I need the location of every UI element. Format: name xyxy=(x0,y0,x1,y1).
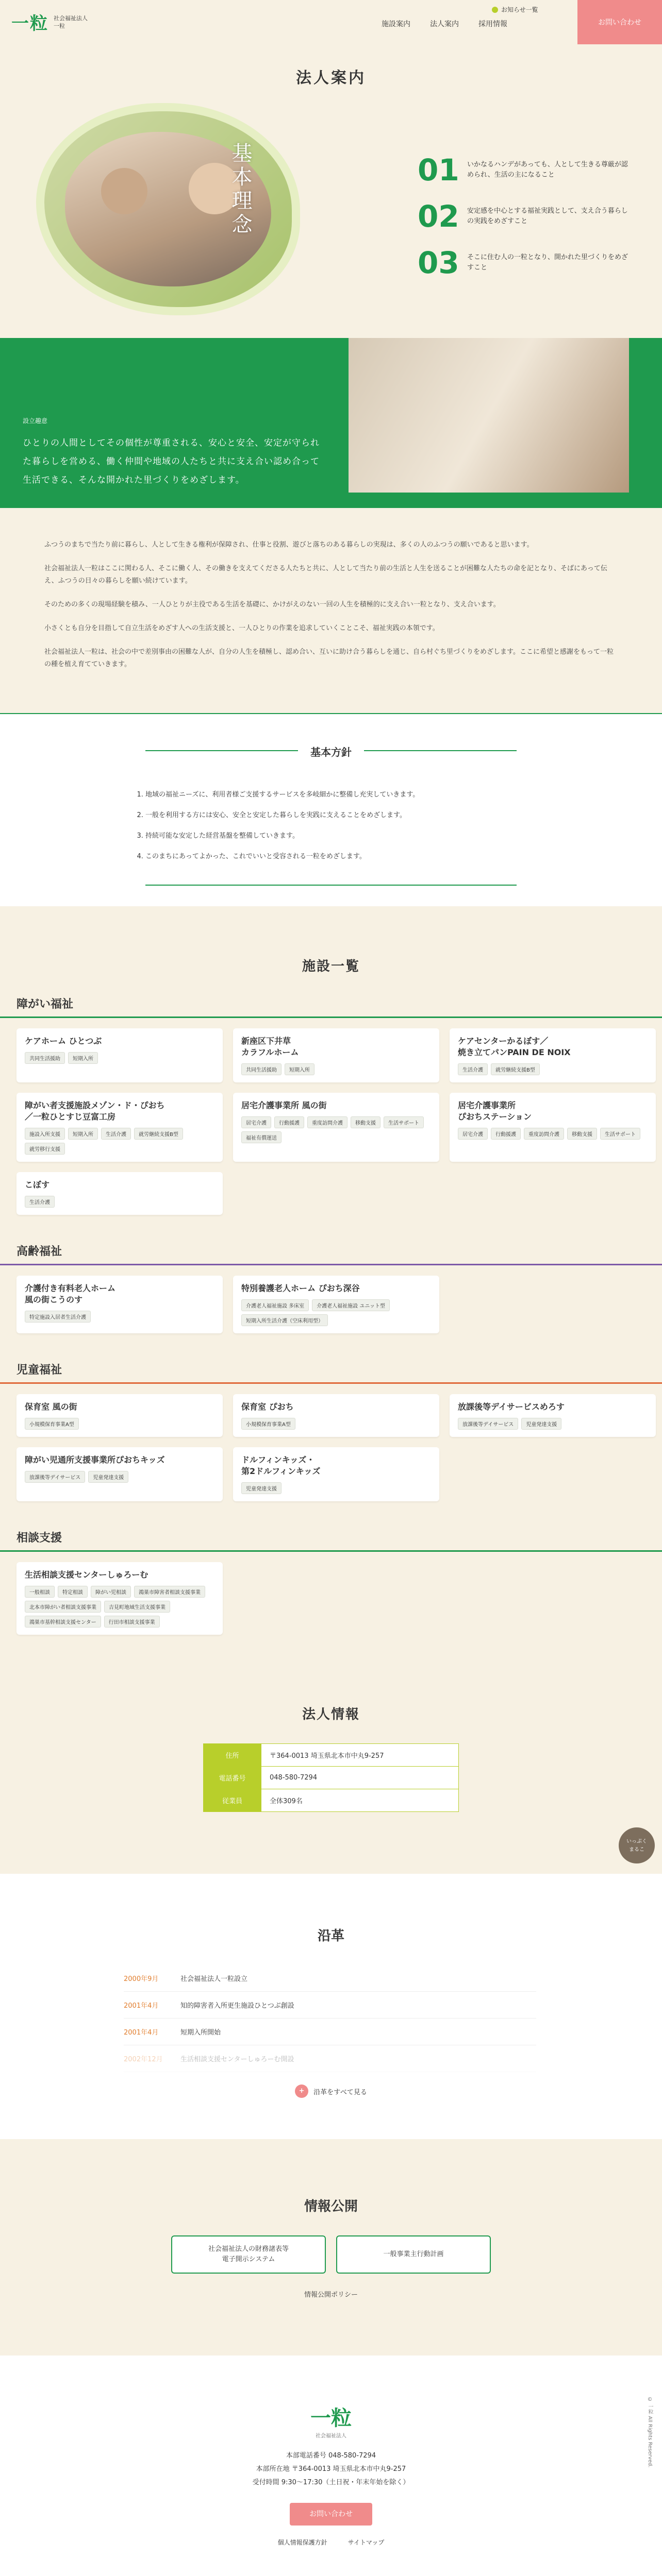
info-value: 048-580-7294 xyxy=(261,1767,459,1789)
disclosure-policy-link[interactable]: 情報公開ポリシー xyxy=(304,2291,358,2299)
service-tag: 短期入所 xyxy=(68,1052,98,1064)
principle-number: 01 xyxy=(418,152,459,188)
service-tag: 小規模保育事業A型 xyxy=(25,1418,79,1430)
footer-hours: 受付時間 9:30〜17:30（土日祝・年末年始を除く） xyxy=(252,2479,410,2486)
service-tag: 吉見町地域生活支援事業 xyxy=(104,1601,170,1613)
facility-card[interactable] xyxy=(16,1028,223,1082)
service-tag: 福祉有償運送 xyxy=(241,1131,282,1143)
disclosure-title: 情報公開 xyxy=(304,2199,358,2214)
history-more-label: 沿革をすべて見る xyxy=(313,2088,367,2096)
mission-label: 設立趣意 xyxy=(23,417,48,425)
copyright: © 一粒 All Rights Reserved. xyxy=(647,2397,653,2468)
about-paragraph: 社会福祉法人一粒は、社会の中で差別事由の困難な人が、自分の人生を積極し、認め合い、互いに助け合う暮らしを通じ、自ら村ぐち里づくりをめざします。ここに希望と感謝をもって一粒の種を植え育てていきます。 xyxy=(44,648,614,668)
facility-name: 新座区下井草 カラフルホーム xyxy=(241,1036,299,1057)
history-text: 社会福祉法人一粒設立 xyxy=(180,1975,248,1983)
facility-category xyxy=(0,1361,662,1514)
service-tag: 介護老人福祉施設 多床室 xyxy=(241,1299,309,1311)
service-tag: 生活サポート xyxy=(384,1116,424,1128)
about-paragraph: 社会福祉法人一粒はここに関わる人、そこに働く人、その働きを支えてくださる人たちと共に、人として当たり前の生活と人生を送ることが困難な人たちの命を記となり、そばにあって伝え、ふつうの日々の暮らしを願い続けています。 xyxy=(44,565,607,585)
service-tag: 就労移行支援 xyxy=(25,1143,65,1155)
service-tag: 行田市相談支援事業 xyxy=(104,1616,160,1628)
facility-name: ケアホーム ひとつぶ xyxy=(25,1036,102,1046)
facility-card[interactable] xyxy=(233,1276,439,1333)
page-title: 法人案内 xyxy=(296,69,366,87)
policy-divider xyxy=(0,713,662,714)
service-tag: 放課後等デイサービス xyxy=(458,1418,518,1430)
disclosure-buttons xyxy=(0,2235,662,2274)
policy-item: 2. 一般を利用する方には安心、安全と安定した暮らしを実践に支えることをめざします。 xyxy=(145,805,662,826)
nav-corporate[interactable]: 法人案内 xyxy=(430,20,459,28)
policy-item: 3. 持続可能な安定した経営基盤を整備していきます。 xyxy=(145,826,662,846)
facility-tags xyxy=(458,1063,648,1075)
facility-category xyxy=(0,995,662,1227)
plus-icon: + xyxy=(295,2084,308,2098)
policy-section xyxy=(0,713,662,906)
service-tag: 生活介護 xyxy=(101,1128,131,1140)
facility-card[interactable] xyxy=(16,1394,223,1437)
category-title: 高齢福祉 xyxy=(16,1245,62,1258)
facility-tags xyxy=(458,1418,648,1430)
facility-card[interactable] xyxy=(233,1447,439,1501)
history-text: 生活相談支援センターしゅろーむ開設 xyxy=(180,2056,294,2063)
footer-address: 本部所在地 〒364-0013 埼玉県北本市中丸9-257 xyxy=(256,2465,406,2473)
service-tag: 生活介護 xyxy=(25,1196,55,1208)
principle-text: 安定感を中心とする福祉実践として、支え合う暮らしの実践をめざすこと xyxy=(467,207,628,225)
facility-tags xyxy=(25,1128,214,1155)
service-tag: 共同生活援助 xyxy=(25,1052,65,1064)
hero-vertical-title: 基本理念 xyxy=(228,142,252,237)
principle-item xyxy=(418,199,634,234)
facility-name: 放課後等デイサービスめろす xyxy=(458,1402,565,1412)
facility-name: 特別養護老人ホーム ぴおち深谷 xyxy=(241,1283,360,1293)
news-label: お知らせ一覧 xyxy=(501,6,538,13)
history-date: 2000年9月 xyxy=(124,1975,159,1983)
history-section xyxy=(0,1839,662,2139)
hero xyxy=(0,101,662,338)
history-row xyxy=(124,2019,536,2045)
mission-section xyxy=(0,338,662,508)
nav-recruit[interactable]: 採用情報 xyxy=(478,20,507,28)
category-rule xyxy=(0,1264,662,1265)
facility-name: 居宅介護事業所 風の街 xyxy=(241,1100,327,1110)
category-rule xyxy=(0,1016,662,1018)
history-title: 沿革 xyxy=(317,1928,344,1944)
about-paragraph: そのための多くの現場経験を積み、一人ひとりが主役である生活を基礎に、かけがえのない一回の人生を積極的に支え合い一粒となり、支え合います。 xyxy=(44,601,500,608)
info-value: 〒364-0013 埼玉県北本市中丸9-257 xyxy=(261,1744,459,1767)
mascot-icon[interactable]: いっぷく まるこ xyxy=(619,1827,655,1863)
history-row xyxy=(124,1965,536,1992)
service-tag: 短期入所生活介護（空床利用型） xyxy=(241,1314,328,1326)
facility-card[interactable] xyxy=(16,1172,223,1215)
sitemap-link[interactable]: サイトマップ xyxy=(347,2539,385,2546)
facility-grid xyxy=(0,1028,662,1227)
footer-logo[interactable]: 一粒 xyxy=(310,2406,352,2430)
facility-name: こぼす xyxy=(25,1180,50,1190)
history-row xyxy=(124,1992,536,2019)
mission-photo xyxy=(349,338,629,493)
facility-card[interactable] xyxy=(450,1028,656,1082)
facility-tags xyxy=(241,1299,431,1326)
policy-title-text: 基本方針 xyxy=(298,746,364,758)
facility-category xyxy=(0,1529,662,1647)
info-key: 従業員 xyxy=(204,1789,261,1812)
facility-card[interactable] xyxy=(450,1394,656,1437)
service-tag: 重度訪問介護 xyxy=(524,1128,564,1140)
history-more-button[interactable] xyxy=(0,2084,662,2098)
facility-name: 障がい者支援施設メゾン・ド・ぴおち ／一粒ひとすじ豆富工房 xyxy=(25,1100,165,1122)
history-text: 知的障害者入所更生施設ひとつぶ創設 xyxy=(180,2002,294,2010)
service-tag: 就労継続支援B型 xyxy=(491,1063,540,1075)
service-tag: 障がい児相談 xyxy=(91,1586,131,1598)
hero-person-1 xyxy=(101,168,147,214)
service-tag: 居宅介護 xyxy=(241,1116,271,1128)
principle-text: そこに住む人の一粒となり、開かれた里づくりをめざすこと xyxy=(467,253,628,272)
principles-list xyxy=(418,152,634,292)
action-plan-button[interactable]: 一般事業主行動計画 xyxy=(336,2235,491,2274)
logo-sub: 社会福祉法人 一粒 xyxy=(54,14,88,29)
footer-contact-button[interactable]: お問い合わせ xyxy=(290,2503,372,2526)
facility-name: 障がい児通所支援事業所ぴおちキッズ xyxy=(25,1455,165,1465)
principle-number: 03 xyxy=(418,245,459,280)
facility-name: 居宅介護事業所 ぴおちステーション xyxy=(458,1100,532,1122)
facility-category xyxy=(0,1243,662,1346)
service-tag: 行動援護 xyxy=(274,1116,304,1128)
policy-bottom-rule xyxy=(145,885,517,886)
logo[interactable] xyxy=(11,9,88,35)
about-text xyxy=(0,508,662,713)
info-key: 住所 xyxy=(204,1744,261,1767)
footer-links xyxy=(0,2538,662,2547)
service-tag: 小規模保育事業A型 xyxy=(241,1418,295,1430)
service-tag: 児童発達支援 xyxy=(88,1471,128,1483)
category-title: 児童福祉 xyxy=(16,1364,62,1377)
facility-grid xyxy=(0,1394,662,1514)
policy-list xyxy=(145,785,662,867)
facility-tags xyxy=(25,1471,214,1483)
history-date: 2002年12月 xyxy=(124,2056,163,2063)
service-tag: 鴻巣市基幹相談支援センター xyxy=(25,1616,101,1628)
facility-card[interactable] xyxy=(233,1093,439,1162)
facility-card[interactable] xyxy=(450,1093,656,1162)
contact-button[interactable]: お問い合わせ xyxy=(577,0,662,44)
facility-card[interactable] xyxy=(233,1028,439,1082)
site-footer xyxy=(0,2355,662,2576)
footer-logo-sub: 社会福祉法人 xyxy=(316,2433,346,2439)
privacy-policy-link[interactable]: 個人情報保護方針 xyxy=(277,2539,327,2546)
policy-title xyxy=(0,744,662,759)
table-row xyxy=(204,1789,459,1812)
facility-name: ドルフィンキッズ・ 第2ドルフィンキッズ xyxy=(241,1455,321,1476)
service-tag: 介護老人福祉施設 ユニット型 xyxy=(312,1299,390,1311)
principle-item xyxy=(418,245,634,280)
info-key: 電話番号 xyxy=(204,1767,261,1789)
facility-tags xyxy=(25,1052,214,1064)
policy-item: 1. 地域の福祉ニーズに、利用者様ご支援するサービスを多岐細かに整備し充実していきます。 xyxy=(145,785,662,805)
history-date: 2001年4月 xyxy=(124,2002,159,2010)
facility-card[interactable] xyxy=(16,1447,223,1501)
logo-mark: 一粒 xyxy=(11,13,48,34)
principle-number: 02 xyxy=(418,199,459,234)
facility-card[interactable] xyxy=(16,1093,223,1162)
facility-categories xyxy=(0,995,662,1647)
service-tag: 生活介護 xyxy=(458,1063,488,1075)
corp-info-table xyxy=(203,1743,459,1812)
facility-tags xyxy=(458,1128,648,1140)
facilities-title: 施設一覧 xyxy=(302,959,360,974)
facility-name: ケアセンターかるぼす／ 焼き立てパンPAIN DE NOIX xyxy=(458,1036,571,1057)
facility-card[interactable] xyxy=(16,1276,223,1333)
info-value: 全体309名 xyxy=(261,1789,459,1812)
corp-info-title: 法人情報 xyxy=(302,1707,360,1722)
service-tag: 特定相談 xyxy=(58,1586,88,1598)
service-tag: 行動援護 xyxy=(491,1128,521,1140)
service-tag: 児童発達支援 xyxy=(241,1482,282,1494)
facility-tags xyxy=(25,1196,214,1208)
service-tag: 鴻巣市障害者相談支援事業 xyxy=(134,1586,205,1598)
service-tag: 一般相談 xyxy=(25,1586,55,1598)
facility-tags xyxy=(241,1116,431,1143)
facility-tags xyxy=(241,1418,431,1430)
table-row xyxy=(204,1767,459,1789)
service-tag: 移動支援 xyxy=(567,1128,597,1140)
main-nav xyxy=(382,19,507,29)
footer-phone: 本部電話番号 048-580-7294 xyxy=(286,2452,376,2460)
news-dot-icon xyxy=(492,7,498,13)
facility-grid xyxy=(0,1562,662,1647)
facility-name: 保育室 風の街 xyxy=(25,1402,77,1412)
facility-name: 保育室 ぴおち xyxy=(241,1402,294,1412)
facility-name: 介護付き有料老人ホーム 風の街こうのす xyxy=(25,1283,116,1304)
facility-card[interactable] xyxy=(233,1394,439,1437)
site-header xyxy=(0,0,662,44)
category-title: 相談支援 xyxy=(16,1532,62,1545)
history-text: 短期入所開始 xyxy=(180,2029,221,2037)
service-tag: 放課後等デイサービス xyxy=(25,1471,85,1483)
history-row xyxy=(124,2045,536,2072)
history-date: 2001年4月 xyxy=(124,2029,159,2037)
category-rule xyxy=(0,1382,662,1384)
service-tag: 移動支援 xyxy=(351,1116,380,1128)
about-paragraph: 小さくとも自分を目指して自立生活をめざす人への生活支援と、一人ひとりの作業を追求していくことこそ、福祉実践の本領です。 xyxy=(44,624,439,632)
service-tag: 重度訪問介護 xyxy=(307,1116,347,1128)
mission-text: ひとりの人間としてその個性が尊重される、安心と安全、安定が守られた暮らしを営める、働く仲間や地域の人たちと共に支え合い認め合って生活できる、そんな開かれた里づくりをめざします。 xyxy=(23,438,320,485)
service-tag: 短期入所 xyxy=(68,1128,98,1140)
service-tag: 施設入所支援 xyxy=(25,1128,65,1140)
category-title: 障がい福祉 xyxy=(16,998,74,1011)
financial-disclosure-button[interactable]: 社会福祉法人の財務諸表等 電子開示システム xyxy=(171,2235,326,2274)
about-paragraph: ふつうのまちで当たり前に暮らし、人として生きる権利が保障され、仕事と役割、遊びと落ちのある暮らしの実現は、多くの人のふつうの願いであると思います。 xyxy=(44,541,534,549)
policy-item: 4. このまちにあってよかった、これでいいと受容される一粒をめざします。 xyxy=(145,846,662,867)
service-tag: 特定施設入居者生活介護 xyxy=(25,1311,91,1323)
service-tag: 短期入所 xyxy=(285,1063,315,1075)
facility-name: 生活相談支援センターしゅろーむ xyxy=(25,1570,148,1580)
hero-photo xyxy=(44,111,292,307)
category-rule xyxy=(0,1550,662,1552)
table-row xyxy=(204,1744,459,1767)
service-tag: 居宅介護 xyxy=(458,1128,488,1140)
facility-tags xyxy=(241,1063,431,1075)
service-tag: 児童発達支援 xyxy=(521,1418,561,1430)
nav-facilities[interactable]: 施設案内 xyxy=(382,20,410,28)
facility-tags xyxy=(241,1482,431,1494)
facility-tags xyxy=(25,1418,214,1430)
principle-item xyxy=(418,152,634,188)
service-tag: 北本市障がい者相談支援事業 xyxy=(25,1601,101,1613)
principle-text: いかなるハンデがあっても、人として生きる尊厳が認められ、生活の主になること xyxy=(467,161,628,179)
facility-tags xyxy=(25,1586,214,1628)
service-tag: 就労継続支援B型 xyxy=(134,1128,183,1140)
facility-tags xyxy=(25,1311,214,1323)
service-tag: 共同生活援助 xyxy=(241,1063,282,1075)
news-link[interactable] xyxy=(492,5,538,14)
facility-grid xyxy=(0,1276,662,1346)
service-tag: 生活サポート xyxy=(600,1128,640,1140)
facility-card[interactable] xyxy=(16,1562,223,1635)
